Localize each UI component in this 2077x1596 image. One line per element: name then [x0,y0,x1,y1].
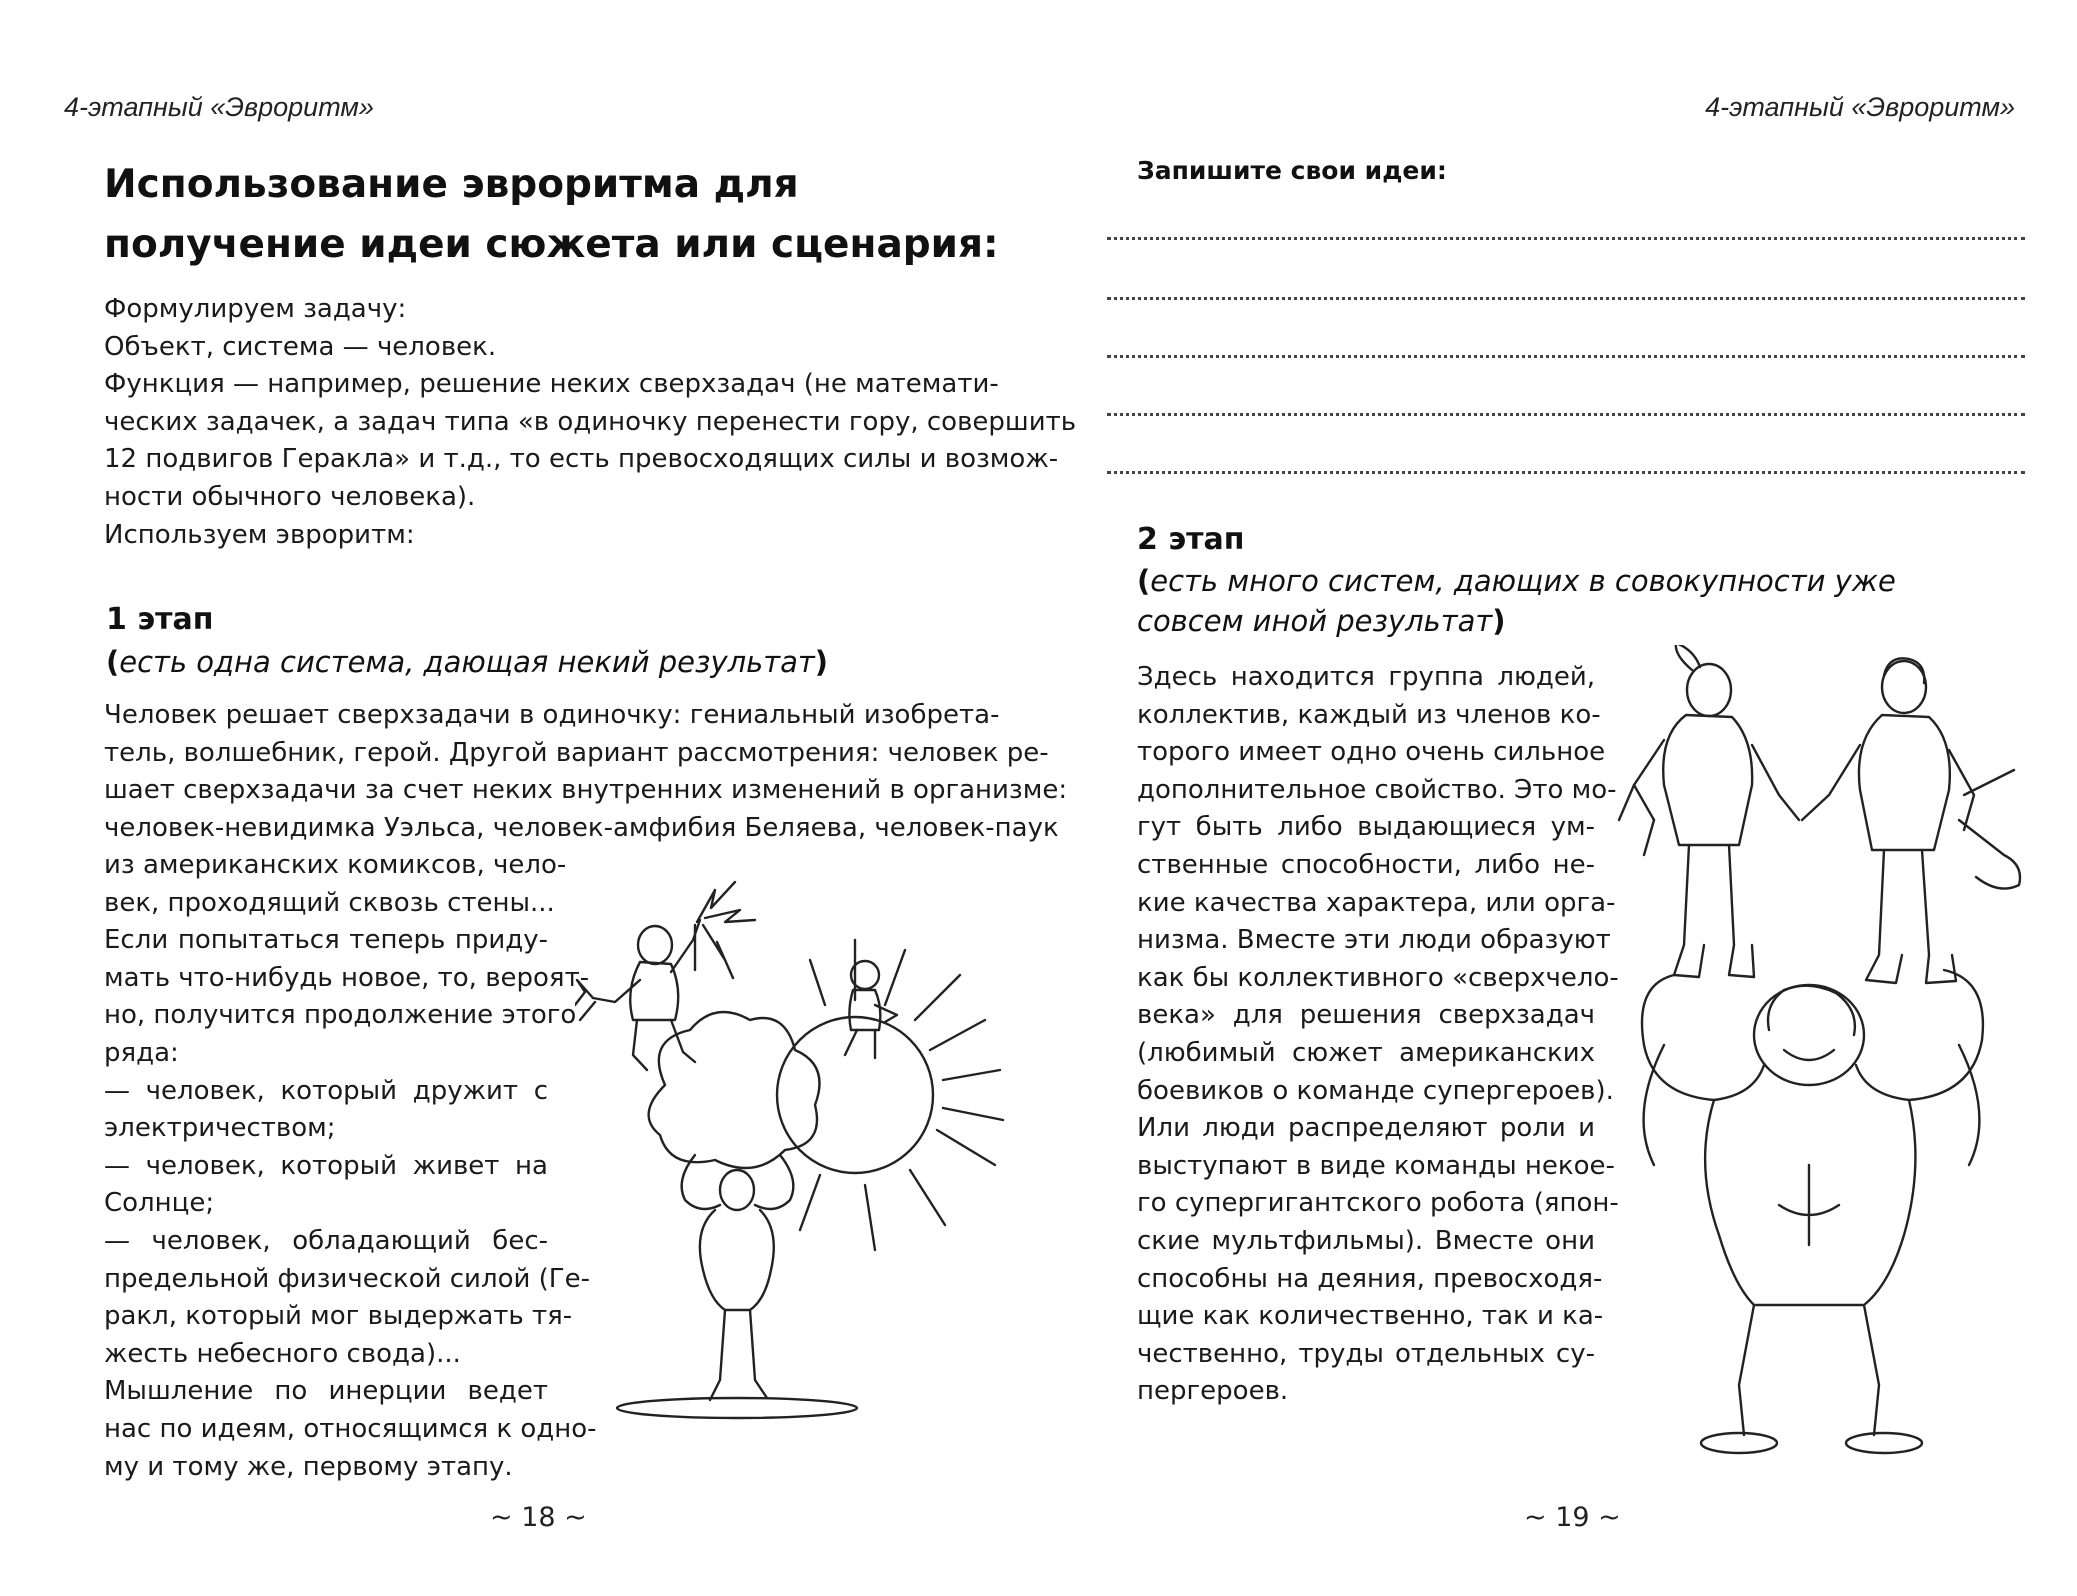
body-line: Или люди распределяют роли и [1137,1113,1595,1144]
body-line: шает сверхзадачи за счет неких внутренних изменений в организме: [104,775,1068,806]
body-line: пергероев. [1137,1376,1289,1407]
body-line: ственные способности, либо не- [1137,849,1595,880]
intro-line: Формулируем задачу: [104,294,407,324]
idea-writing-line[interactable] [1107,471,2025,474]
stage-1-illustration [575,880,1005,1425]
stage-2-title: 2 этап [1137,522,1245,557]
intro-block [104,291,1077,554]
stage-1-subtitle: (есть одна система, дающая некий результат) [106,645,829,679]
body-line: как бы коллективного «сверхчело- [1137,962,1619,993]
body-line: предельной физической силой (Ге- [104,1263,591,1294]
strongman-base-drawing [1642,970,1983,1453]
body-line: Солнце; [104,1188,215,1219]
body-line: ряда: [104,1037,179,1068]
figure-on-sun [845,961,897,1058]
body-line: Если попытаться теперь приду- [104,925,548,956]
body-line: дополнительное свойство. Это мо- [1137,774,1617,805]
body-line: боевиков о команде супергероев). [1137,1075,1614,1106]
running-head-left: 4-этапный «Эвроритм» [64,92,374,122]
sun-drawing [777,1017,933,1173]
body-line: Человек решает сверхзадачи в одиночку: гениальный изобрета- [104,700,1000,730]
title-line: Использование эвроритма для [104,162,799,207]
stage-2-body [1137,659,1619,1411]
idea-writing-line[interactable] [1107,237,2025,240]
body-line: из американских комиксов, чело- [104,850,567,880]
intro-line: ческих задачек, а задач типа «в одиночку перенести гору, совершить [104,406,1077,437]
body-line: торого имеет одно очень сильное [1137,737,1606,768]
running-head-right: 4-этапный «Эвроритм» [1705,92,2015,122]
body-line: коллектив, каждый из членов ко- [1137,699,1601,730]
intro-line: Объект, система — человек. [104,331,497,362]
body-line: жесть небесного свода)... [104,1338,461,1369]
body-line: тель, волшебник, герой. Другой вариант рассмотрения: человек ре- [104,737,1049,768]
body-line: чественно, труды отдельных су- [1137,1338,1595,1369]
page-title [104,155,1004,275]
body-line: го супергигантского робота (япон- [1137,1188,1619,1219]
intro-line: Используем эвроритм: [104,519,415,550]
title-line: получение идеи сюжета или сценария: [104,222,999,267]
body-line: Здесь находится группа людей, [1137,662,1595,692]
armored-girl-figure [1619,645,1799,977]
body-line: — человек, обладающий бес- [104,1225,548,1256]
body-line: способны на деяния, превосходя- [1137,1263,1603,1294]
body-line: гут быть либо выдающиеся ум- [1137,812,1595,843]
body-line: век, проходящий сквозь стены... [104,887,555,918]
body-line: мать что-нибудь новое, то, вероят- [104,962,590,993]
body-line: ракл, который мог выдержать тя- [104,1301,573,1332]
page-number-left: ~ 18 ~ [490,1502,587,1533]
body-line: низма. Вместе эти люди образуют [1137,925,1611,956]
body-line: века» для решения сверхзадач [1137,1000,1595,1031]
body-line: Мышление по инерции ведет [104,1376,548,1407]
armored-boy-figure [1802,658,2020,983]
body-line: ские мультфильмы). Вместе они [1137,1225,1595,1256]
page-number-right: ~ 19 ~ [1524,1502,1621,1533]
notes-label: Запишите свои идеи: [1137,156,1447,185]
body-line: щие как количественно, так и ка- [1137,1301,1604,1332]
sun-rays [800,940,1003,1250]
intro-line: Функция — например, решение неких сверхзадач (не математи- [104,369,999,400]
idea-writing-line[interactable] [1107,297,2025,300]
body-line: нас по идеям, относящимся к одно- [104,1413,597,1444]
body-line: му и тому же, первому этапу. [104,1451,513,1482]
body-line: электричеством; [104,1113,336,1144]
stage-1-body-narrow [104,847,597,1486]
strongman-drawing [617,1155,857,1418]
body-line: человек-невидимка Уэльса, человек-амфибия Беляева, человек-паук [104,812,1059,843]
stage-1-body-full [104,697,1068,847]
body-line: (любимый сюжет американских [1137,1037,1595,1068]
body-line: кие качества характера, или орга- [1137,887,1616,918]
body-line: — человек, который живет на [104,1150,548,1181]
body-line: — человек, который дружит с [104,1075,548,1106]
idea-writing-line[interactable] [1107,413,2025,416]
idea-writing-line[interactable] [1107,355,2025,358]
stage-2-illustration [1604,645,2034,1455]
intro-line: ности обычного человека). [104,481,476,512]
stage-1-title: 1 этап [106,602,214,637]
body-line: выступают в виде команды некое- [1137,1150,1615,1181]
stage-2-subtitle: (есть много систем, дающих в совокупности уже совсем иной результат) [1137,564,1896,638]
intro-line: 12 подвигов Геракла» и т.д., то есть превосходящих силы и возмож- [104,444,1059,475]
right-page [1039,0,2077,1596]
body-line: но, получится продолжение этого [104,1000,577,1031]
